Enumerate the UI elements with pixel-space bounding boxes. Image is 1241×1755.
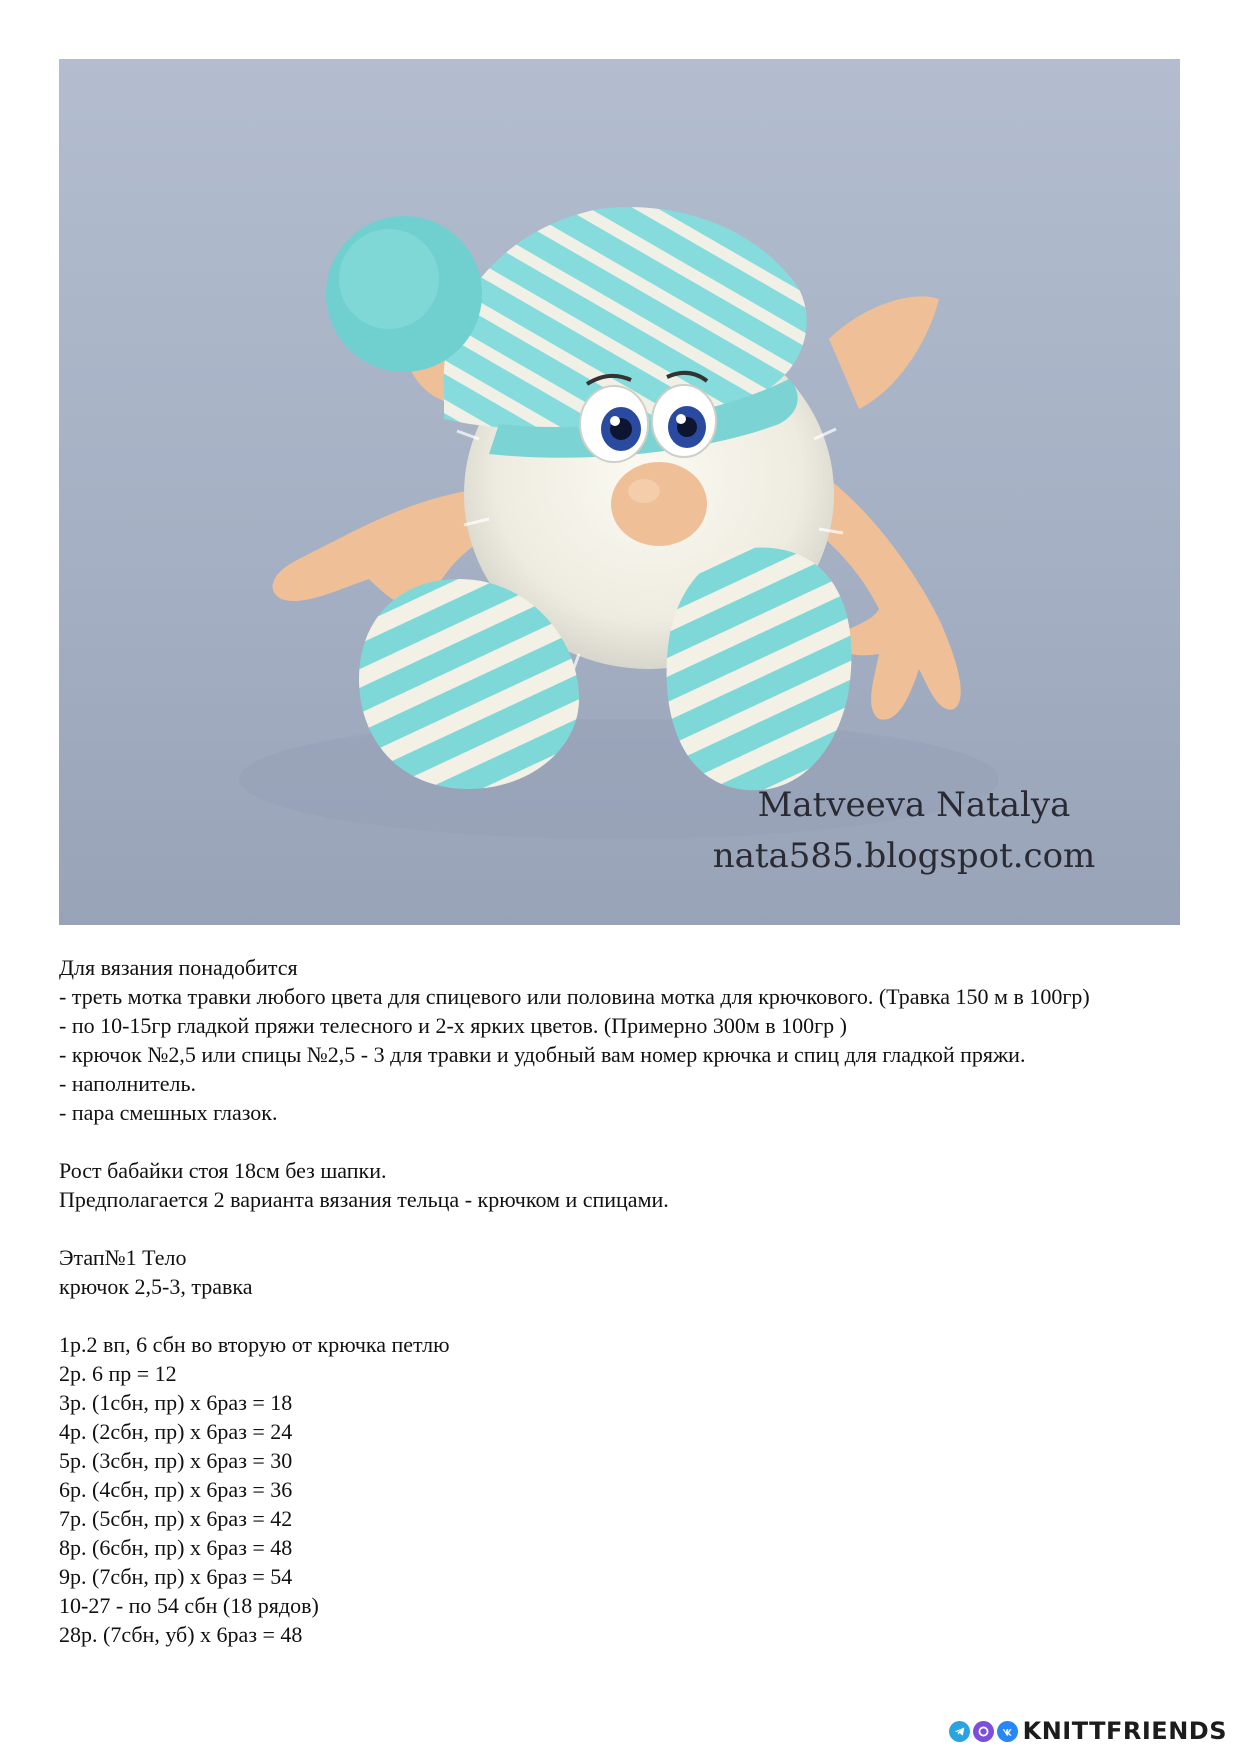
materials-heading: Для вязания понадобится (59, 955, 298, 980)
telegram-icon[interactable] (949, 1721, 970, 1742)
stage-tools: крючок 2,5-3, травка (59, 1274, 253, 1299)
row-instruction: 2р. 6 пр = 12 (59, 1361, 177, 1386)
row-instruction: 9р. (7сбн, пр) х 6раз = 54 (59, 1564, 293, 1589)
row-instruction: 8р. (6сбн, пр) х 6раз = 48 (59, 1535, 293, 1560)
vk-icon[interactable] (997, 1721, 1018, 1742)
max-icon[interactable] (973, 1721, 994, 1742)
note-line: Предполагается 2 варианта вязания тельца - крючком и спицами. (59, 1187, 669, 1212)
brand-watermark[interactable] (949, 1717, 1227, 1745)
brand-name[interactable]: KNITTFRIENDS (1022, 1717, 1227, 1745)
materials-item: - наполнитель. (59, 1071, 196, 1096)
row-instruction: 28р. (7сбн, уб) х 6раз = 48 (59, 1622, 303, 1647)
materials-item: - треть мотка травки любого цвета для спицевого или половина мотка для крючкового. (Травка 150 м в 100гр) (59, 984, 1090, 1009)
photo-signature-url: nata585.blogspot.com (712, 836, 1096, 876)
row-instruction: 10-27 - по 54 сбн (18 рядов) (59, 1593, 319, 1618)
row-instruction: 5р. (3сбн, пр) х 6раз = 30 (59, 1448, 293, 1473)
photo-signature-name: Matveeva Natalya (757, 785, 1071, 825)
materials-item: - пара смешных глазок. (59, 1100, 278, 1125)
toy-photo (59, 59, 1180, 925)
row-instruction: 3р. (1сбн, пр) х 6раз = 18 (59, 1390, 293, 1415)
stage-title: Этап№1 Тело (59, 1245, 187, 1270)
materials-item: - крючок №2,5 или спицы №2,5 - 3 для травки и удобный вам номер крючка и спиц для гладкой пряжи. (59, 1042, 1026, 1067)
pattern-text (59, 953, 1189, 1649)
row-instruction: 6р. (4сбн, пр) х 6раз = 36 (59, 1477, 293, 1502)
row-instruction: 1р.2 вп, 6 сбн во вторую от крючка петлю (59, 1332, 450, 1357)
row-instruction: 7р. (5сбн, пр) х 6раз = 42 (59, 1506, 293, 1531)
note-line: Рост бабайки стоя 18см без шапки. (59, 1158, 387, 1183)
materials-item: - по 10-15гр гладкой пряжи телесного и 2-х ярких цветов. (Примерно 300м в 100гр ) (59, 1013, 847, 1038)
row-instruction: 4р. (2сбн, пр) х 6раз = 24 (59, 1419, 293, 1444)
